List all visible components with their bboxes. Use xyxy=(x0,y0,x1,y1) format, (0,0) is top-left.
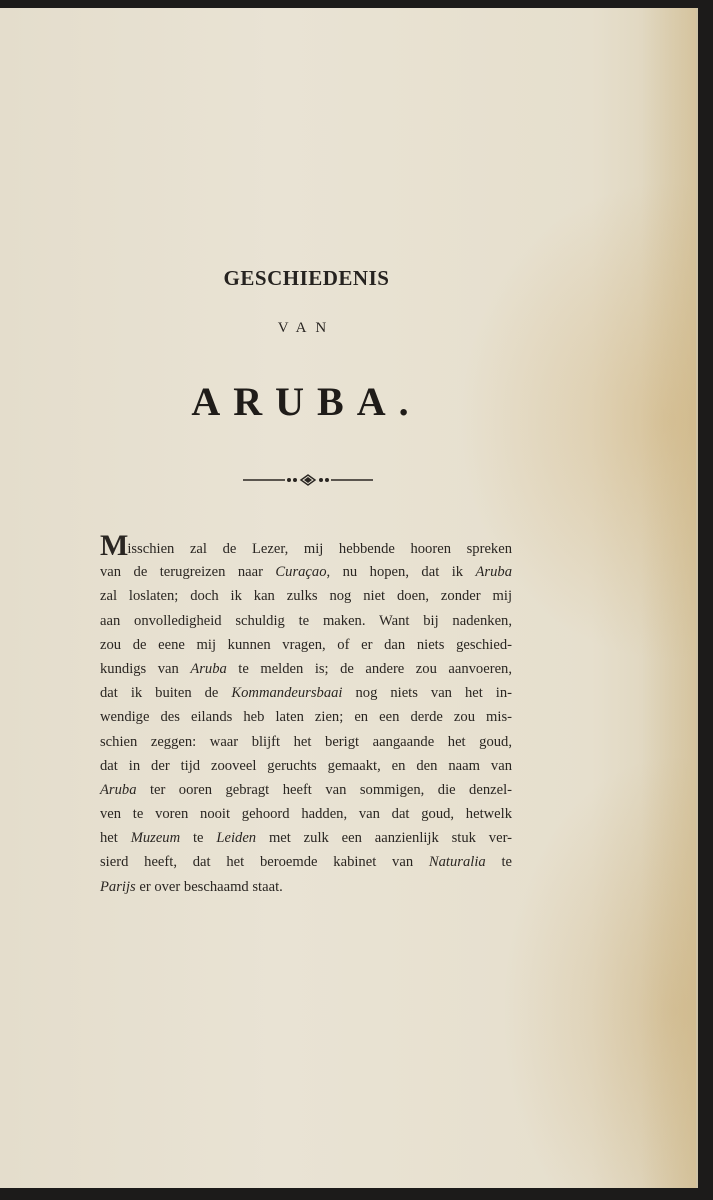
body-paragraph xyxy=(100,529,513,899)
text-line: Parijs er over beschaamd staat. xyxy=(100,878,283,895)
text-line: zal loslaten; doch ik kan zulks nog niet doen, zonder mij xyxy=(100,588,512,605)
ornament-divider-icon xyxy=(243,473,373,487)
text-line: van de terugreizen naar Curaçao, nu hopen, dat ik Aruba xyxy=(100,564,512,581)
book-page xyxy=(0,8,698,1188)
text-line: schien zeggen: waar blijft het berigt aangaande het goud, xyxy=(100,733,512,750)
text-line: aan onvolledigheid schuldig te maken. Want bij nadenken, xyxy=(100,612,512,629)
text-line: dat ik buiten de Kommandeursbaai nog niets van het in- xyxy=(100,685,513,702)
text-line: het Muzeum te Leiden met zulk een aanzienlijk stuk ver- xyxy=(100,830,512,847)
subtitle-van: VAN xyxy=(277,320,336,336)
text-line: Misschien zal de Lezer, mij hebbende hooren spreken xyxy=(100,529,512,562)
text-line: wendige des eilands heb laten zien; en een derde zou mis- xyxy=(100,709,512,726)
text-line: dat in der tijd zooveel geruchts gemaakt, en den naam van xyxy=(100,757,512,774)
place-name: ARUBA. xyxy=(191,379,422,424)
text-line: ven te voren nooit gehoord hadden, van dat goud, hetwelk xyxy=(100,806,512,823)
text-line: zou de eene mij kunnen vragen, of er dan niets geschied- xyxy=(100,636,512,653)
drop-cap: M xyxy=(100,529,128,562)
page-edge-shading xyxy=(641,8,696,1188)
text-line: kundigs van Aruba te melden is; de andere zou aanvoeren, xyxy=(100,660,512,677)
text-line: sierd heeft, dat het beroemde kabinet van Naturalia te xyxy=(100,854,512,871)
text-line: Aruba ter ooren gebragt heeft van sommigen, die denzel- xyxy=(100,781,512,798)
page-title: GESCHIEDENIS xyxy=(223,266,390,291)
